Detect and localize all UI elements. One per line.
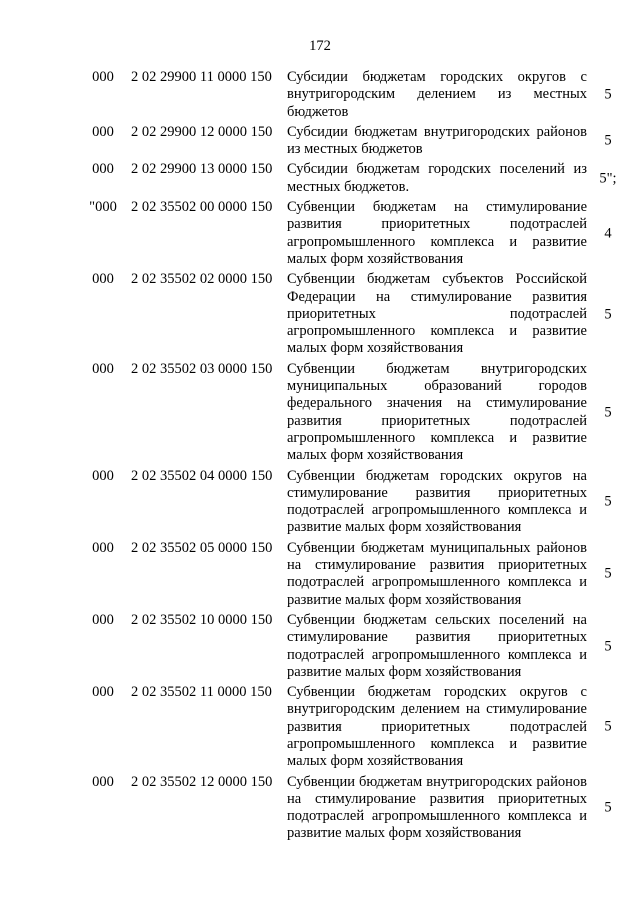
value-cell: 5 <box>604 305 612 322</box>
table-row <box>0 684 640 770</box>
value-cell: 5 <box>604 565 612 582</box>
admin-code-cell: 000 <box>92 69 114 85</box>
table-row <box>0 199 640 268</box>
table-row <box>0 774 640 843</box>
value-cell: 5 <box>604 799 612 816</box>
admin-code-cell: 000 <box>92 271 114 288</box>
admin-code-cell: 000 <box>92 123 114 140</box>
value-cell: 5"; <box>599 170 617 187</box>
admin-code-cell: 000 <box>92 539 114 556</box>
budget-code-cell: 2 02 29900 12 0000 150 <box>131 123 273 140</box>
budget-code-cell: 2 02 29900 11 0000 150 <box>131 69 272 85</box>
budget-code-cell: 2 02 35502 00 0000 150 <box>131 199 273 216</box>
admin-code-cell: 000 <box>92 684 114 701</box>
budget-code-cell: 2 02 35502 05 0000 150 <box>131 539 273 556</box>
budget-code-cell: 2 02 35502 11 0000 150 <box>131 684 272 701</box>
table-row <box>0 69 640 121</box>
admin-code-cell: 000 <box>92 773 114 790</box>
value-cell: 5 <box>604 493 612 510</box>
admin-code-cell: 000 <box>92 467 114 484</box>
revenue-name-cell: Субвенции бюджетам субъектов Российской Федерации на стимулирование развития приоритетных подотраслей агропромышленного комплекса и развитие малых форм хозяйствования <box>287 271 587 357</box>
admin-code-cell: 000 <box>92 161 114 178</box>
admin-code-cell: "000 <box>89 199 117 216</box>
revenue-name-cell: Субсидии бюджетам внутригородских районов из местных бюджетов <box>287 123 587 158</box>
table-row <box>0 161 640 196</box>
table-row <box>0 271 640 357</box>
revenue-name-cell: Субвенции бюджетам городских округов с внутригородским делением на стимулирование развития приоритетных подотраслей агропромышленного комплекса и развитие малых форм хозяйствования <box>287 684 587 770</box>
revenue-name-cell: Субвенции бюджетам муниципальных районов на стимулирование развития приоритетных подотраслей агропромышленного комплекса и развитие малых форм хозяйствования <box>287 539 587 608</box>
revenue-name-cell: Субвенции бюджетам внутригородских муниципальных образований городов федерального значения на стимулирование развития приоритетных подотраслей агропромышленного комплекса и развитие малых форм хозяйствования <box>287 360 587 464</box>
value-cell: 5 <box>604 132 612 149</box>
value-cell: 5 <box>604 718 612 735</box>
revenue-name-cell: Субвенции бюджетам городских округов на стимулирование развития приоритетных подотраслей агропромышленного комплекса и развитие малых форм хозяйствования <box>287 467 587 536</box>
budget-code-cell: 2 02 35502 12 0000 150 <box>131 773 273 790</box>
table-row <box>0 361 640 465</box>
page-number: 172 <box>309 38 331 54</box>
revenue-name-cell: Субвенции бюджетам внутригородских районов на стимулирование развития приоритетных подотраслей агропромышленного комплекса и развитие малых форм хозяйствования <box>287 773 587 842</box>
table-row <box>0 540 640 609</box>
value-cell: 5 <box>604 403 612 420</box>
admin-code-cell: 000 <box>92 611 114 628</box>
revenue-name-cell: Субвенции бюджетам сельских поселений на стимулирование развития приоритетных подотраслей агропромышленного комплекса и развитие малых форм хозяйствования <box>287 611 587 680</box>
table-row <box>0 124 640 159</box>
revenue-name-cell: Субсидии бюджетам городских округов с внутригородским делением из местных бюджетов <box>287 69 587 120</box>
value-cell: 5 <box>604 86 612 103</box>
budget-code-cell: 2 02 35502 04 0000 150 <box>131 467 273 484</box>
table-row <box>0 612 640 681</box>
value-cell: 5 <box>604 637 612 654</box>
revenue-name-cell: Субвенции бюджетам на стимулирование развития приоритетных подотраслей агропромышленного комплекса и развитие малых форм хозяйствования <box>287 199 587 267</box>
budget-code-cell: 2 02 35502 02 0000 150 <box>131 271 273 288</box>
budget-code-cell: 2 02 35502 03 0000 150 <box>131 360 273 377</box>
budget-code-table <box>0 69 640 846</box>
admin-code-cell: 000 <box>92 360 114 377</box>
revenue-name-cell: Субсидии бюджетам городских поселений из местных бюджетов. <box>287 161 587 195</box>
budget-code-cell: 2 02 29900 13 0000 150 <box>131 161 273 178</box>
value-cell: 4 <box>604 225 612 242</box>
budget-code-cell: 2 02 35502 10 0000 150 <box>131 611 273 628</box>
table-row <box>0 468 640 537</box>
